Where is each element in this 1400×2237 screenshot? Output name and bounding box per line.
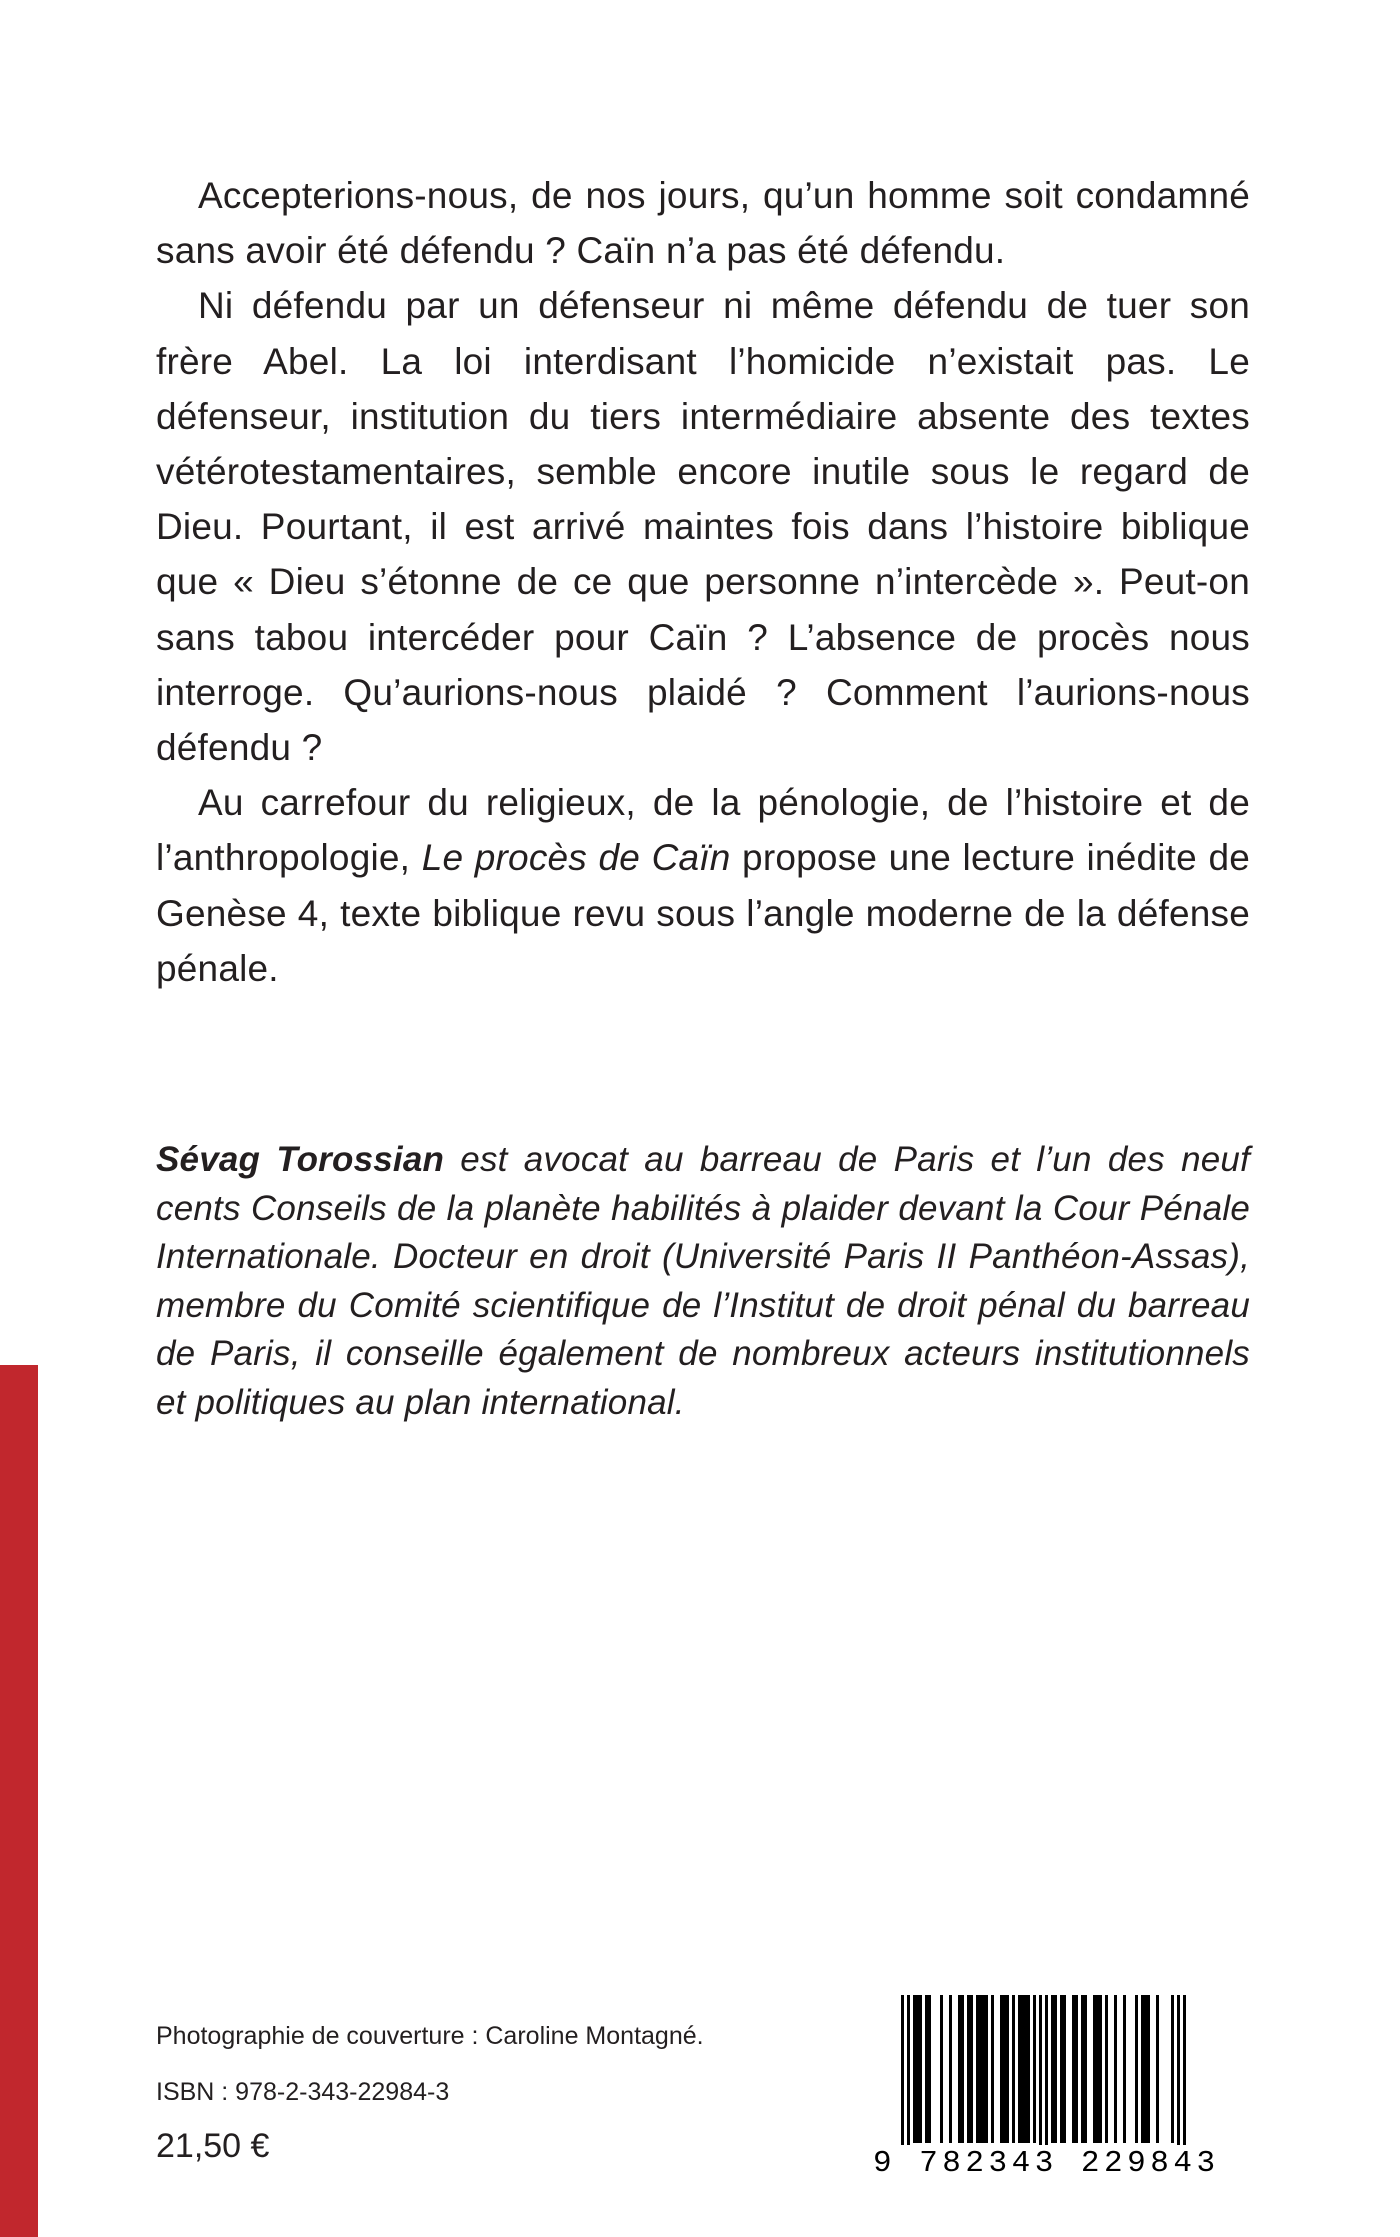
- blurb-paragraph-3: [156, 775, 1250, 996]
- barcode-bar: [1003, 1995, 1006, 2143]
- barcode-bar: [1024, 1995, 1027, 2143]
- barcode-bar: [907, 1995, 910, 2145]
- barcode-bar: [1039, 1995, 1042, 2145]
- barcode-bar: [1081, 1995, 1084, 2143]
- barcode-bar: [1051, 1995, 1054, 2143]
- barcode-bar: [1177, 1995, 1180, 2145]
- barcode-bar: [940, 1995, 943, 2143]
- barcode-digits: 9 782343 229843: [873, 2146, 1220, 2181]
- barcode-bar: [1135, 1995, 1138, 2143]
- barcode-bar: [949, 1995, 952, 2143]
- barcode-bar: [1063, 1995, 1066, 2143]
- barcode: [873, 1995, 1220, 2185]
- barcode-bar: [1096, 1995, 1099, 2143]
- author-biography: [156, 1136, 1250, 1427]
- book-title: Le procès de Caïn: [421, 837, 731, 879]
- barcode-bar: [1093, 1995, 1096, 2143]
- author-bio-paragraph: [156, 1136, 1250, 1427]
- barcode-bar: [982, 1995, 985, 2143]
- barcode-bar: [1075, 1995, 1078, 2143]
- barcode-bar: [928, 1995, 931, 2143]
- barcode-bar: [1084, 1995, 1087, 2143]
- barcode-bar: [1114, 1995, 1117, 2143]
- barcode-bar: [1033, 1995, 1036, 2143]
- barcode-bar: [1105, 1995, 1108, 2143]
- blurb-paragraph-2: Ni défendu par un défenseur ni même défendu de tuer son frère Abel. La loi interdisant l’homicide n’existait pas. Le défenseur, institution du tiers intermédiaire absente des textes vétérotestamentaires, semble encore inutile sous le regard de Dieu. Pourtant, il est arrivé maintes fois dans l’histoire biblique que « Dieu s’étonne de ce que personne n’intercède ». Peut-on sans tabou intercéder pour Caïn ? L’absence de procès nous interroge. Qu’aurions-nous plaidé ? Comment l’aurions-nous défendu ?: [156, 285, 1250, 769]
- barcode-bar: [919, 1995, 922, 2143]
- barcode-bar: [925, 1995, 928, 2143]
- barcode-bar: [961, 1995, 964, 2143]
- barcode-bar: [991, 1995, 994, 2143]
- red-accent-bar: [0, 1365, 38, 2237]
- blurb-paragraph-3-end: propose une lecture inédite de Genèse 4, texte biblique revu sous l’angle moderne de la défense pénale.: [156, 837, 1250, 989]
- blurb-paragraph-1: Accepterions-nous, de nos jours, qu’un homme soit condamné sans avoir été défendu ? Caïn n’a pas été défendu.: [156, 175, 1250, 272]
- barcode-bar: [1156, 1995, 1159, 2143]
- barcode-bar: [1012, 1995, 1015, 2143]
- barcode-bar: [1072, 1995, 1075, 2143]
- barcode-bar: [985, 1995, 988, 2143]
- barcode-bar: [1006, 1995, 1009, 2143]
- barcode-bar: [1060, 1995, 1063, 2143]
- barcode-bars: [873, 1995, 1198, 2145]
- author-bio-text: est avocat au barreau de Paris et l’un des neuf cents Conseils de la planète habilités à plaider devant la Cour Pénale Internationale. Docteur en droit (Université Paris II Panthéon-Assas), membre du Comité scientifique de l’Institut de droit pénal du barreau de Paris, il conseille également de nombreux acteurs institutionnels et politiques au plan international.: [156, 1140, 1250, 1422]
- barcode-bar: [1147, 1995, 1150, 2143]
- barcode-bar: [976, 1995, 979, 2143]
- barcode-bar: [1018, 1995, 1021, 2143]
- barcode-bar: [901, 1995, 904, 2145]
- barcode-bar: [1027, 1995, 1030, 2143]
- barcode-bar: [1000, 1995, 1003, 2143]
- price: 21,50 €: [156, 2127, 270, 2165]
- barcode-bar: [1021, 1995, 1024, 2143]
- blurb-paragraph-3-start: Au carrefour du religieux, de la pénologie, de l’histoire et de l’anthropologie,: [156, 782, 1250, 879]
- barcode-bar: [1183, 1995, 1186, 2145]
- photo-credit: Photographie de couverture : Caroline Montagné.: [156, 2022, 704, 2050]
- barcode-bar: [916, 1995, 919, 2143]
- barcode-bar: [1171, 1995, 1174, 2143]
- barcode-bar: [979, 1995, 982, 2143]
- barcode-bar: [1141, 1995, 1144, 2143]
- barcode-bar: [967, 1995, 970, 2143]
- barcode-bar: [970, 1995, 973, 2143]
- barcode-bar: [1054, 1995, 1057, 2143]
- author-name: Sévag Torossian: [156, 1140, 445, 1179]
- barcode-bar: [958, 1995, 961, 2143]
- barcode-bar: [1123, 1995, 1126, 2143]
- barcode-bar: [913, 1995, 916, 2143]
- barcode-bar: [1099, 1995, 1102, 2143]
- barcode-bar: [1045, 1995, 1048, 2145]
- barcode-bar: [1144, 1995, 1147, 2143]
- back-cover-blurb: [156, 168, 1250, 996]
- isbn: ISBN : 978-2-343-22984-3: [156, 2078, 450, 2106]
